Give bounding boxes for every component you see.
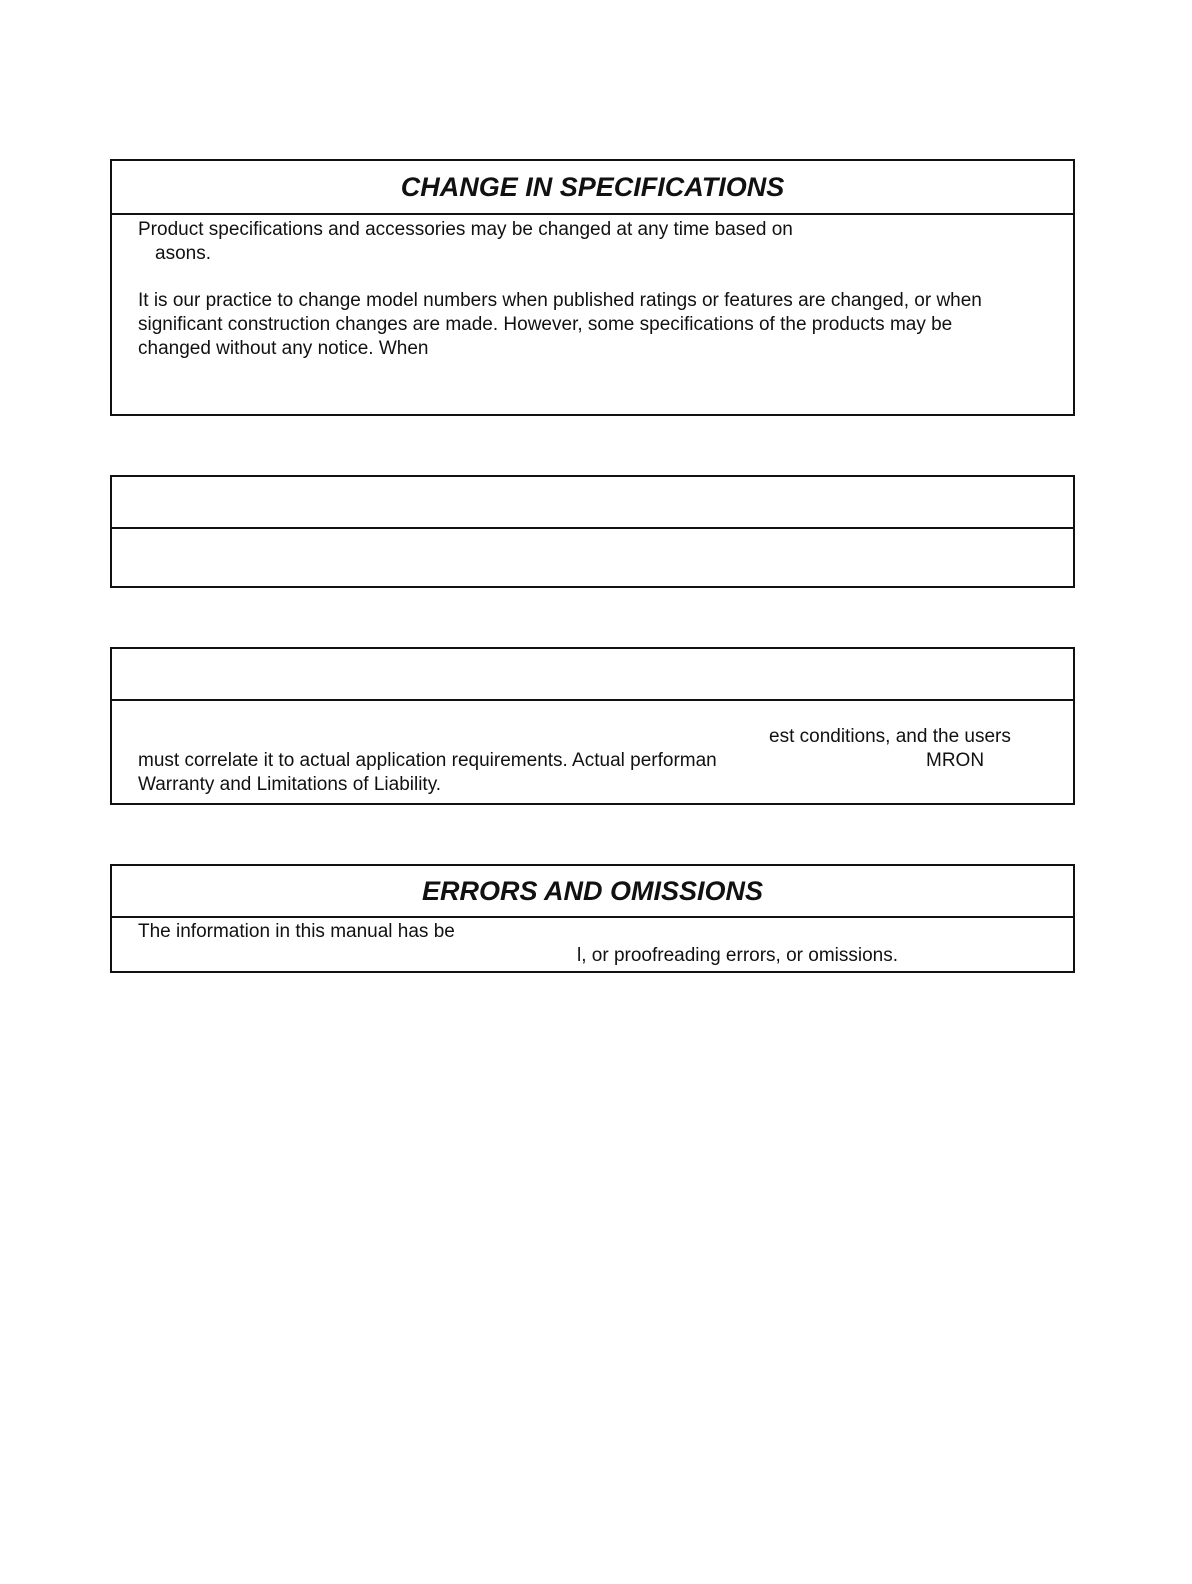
change-in-specifications-body [112, 215, 1073, 414]
body-line: Warranty and Limitations of Liability. [138, 774, 442, 795]
performance-section-box [110, 647, 1075, 805]
blank-section-header [112, 477, 1073, 529]
body-line: Product specifications and accessories may be changed at any time based on [138, 219, 793, 240]
body-line: changed without any notice. When [138, 338, 429, 359]
change-in-specifications-box [110, 159, 1075, 416]
body-line: asons. [155, 243, 211, 264]
performance-section-header [112, 649, 1073, 701]
body-line: The information in this manual has be [138, 921, 455, 942]
blank-section-box [110, 475, 1075, 588]
change-in-specifications-header [112, 161, 1073, 215]
errors-and-omissions-header [112, 866, 1073, 918]
body-line: It is our practice to change model numbers when published ratings or features are changed, or when [138, 290, 982, 311]
performance-section-body [112, 701, 1073, 803]
body-line: est conditions, and the users [769, 726, 1011, 747]
body-line: must correlate it to actual application requirements. Actual performan [138, 750, 717, 771]
errors-and-omissions-body [112, 918, 1073, 971]
section-title: ERRORS AND OMISSIONS [421, 875, 764, 906]
body-line: MRON [926, 750, 985, 771]
blank-section-body [112, 529, 1073, 586]
section-title: CHANGE IN SPECIFICATIONS [400, 171, 785, 202]
body-line: significant construction changes are made. However, some specifications of the products may be [138, 314, 953, 335]
body-line: l, or proofreading errors, or omissions. [577, 945, 899, 966]
errors-and-omissions-box [110, 864, 1075, 973]
